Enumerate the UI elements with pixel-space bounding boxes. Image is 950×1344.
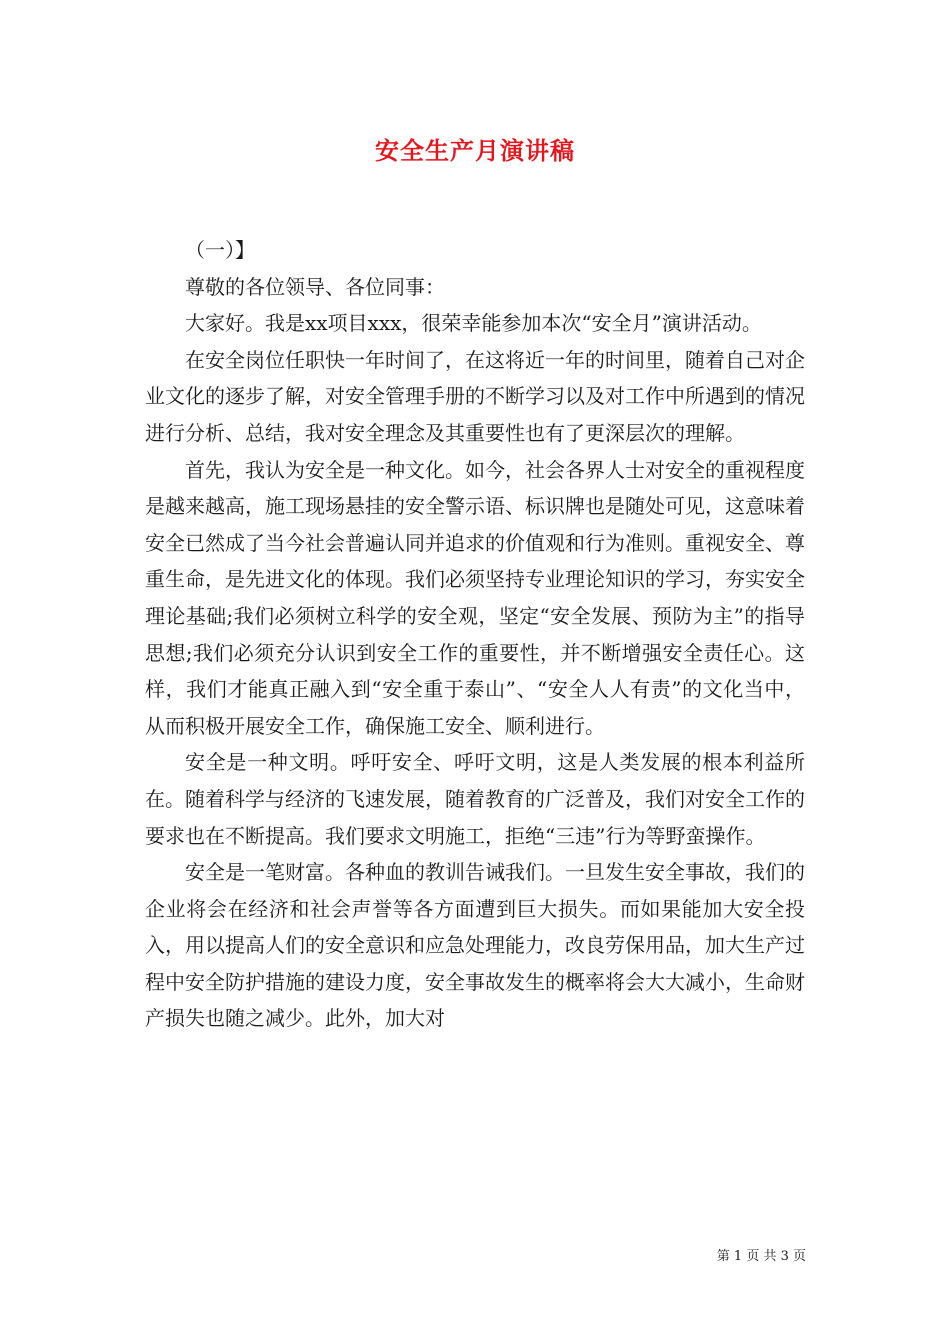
page-number-footer: 第 1 页 共 3 页 [716,1249,806,1264]
paragraph-greeting: 大家好。我是xx项目xxx，很荣幸能参加本次“安全月”演讲活动。 [185,311,762,336]
paragraph-safety-wealth: 安全是一笔财富。各种血的教训告诫我们。一旦发生安全事故，我们的企业将会在经济和社会声誉等各方面遭到巨大损失。而如果能加大安全投入，用以提高人们的安全意识和应急处理能力，改良劳保用品，加大生产过程中安全防护措施的建设力度，安全事故发生的概率将会大大减小，生命财产损失也随之减少。此外，加大对 [145,860,805,1031]
paragraph-section-marker: （一）】 [185,238,255,262]
paragraph-salutation: 尊敬的各位领导、各位同事： [185,274,445,299]
paragraph-intro: 在安全岗位任职快一年时间了，在这将近一年的时间里，随着自己对企业文化的逐步了解，对安全管理手册的不断学习以及对工作中所遇到的情况进行分析、总结，我对安全理念及其重要性也有了更深层次的理解。 [145,347,805,445]
paragraph-safety-culture: 首先，我认为安全是一种文化。如今，社会各界人士对安全的重视程度是越来越高，施工现场悬挂的安全警示语、标识牌也是随处可见，这意味着安全已然成了当今社会普遍认同并追求的价值观和行为准则。重视安全、尊重生命，是先进文化的体现。我们必须坚持专业理论知识的学习，夯实安全理论基础;我们必须树立科学的安全观，坚定“安全发展、预防为主”的指导思想;我们必须充分认识到安全工作的重要性，并不断增强安全责任心。这样，我们才能真正融入到“安全重于泰山”、“安全人人有责”的文化当中，从而积极开展安全工作，确保施工安全、顺利进行。 [145,457,805,738]
paragraph-safety-civilization: 安全是一种文明。呼吁安全、呼吁文明，这是人类发展的根本利益所在。随着科学与经济的飞速发展，随着教育的广泛普及，我们对安全工作的要求也在不断提高。我们要求文明施工，拒绝“三违”行为等野蛮操作。 [145,750,805,848]
document-body [145,232,805,1037]
page-title: 安全生产月演讲稿 [375,136,575,165]
